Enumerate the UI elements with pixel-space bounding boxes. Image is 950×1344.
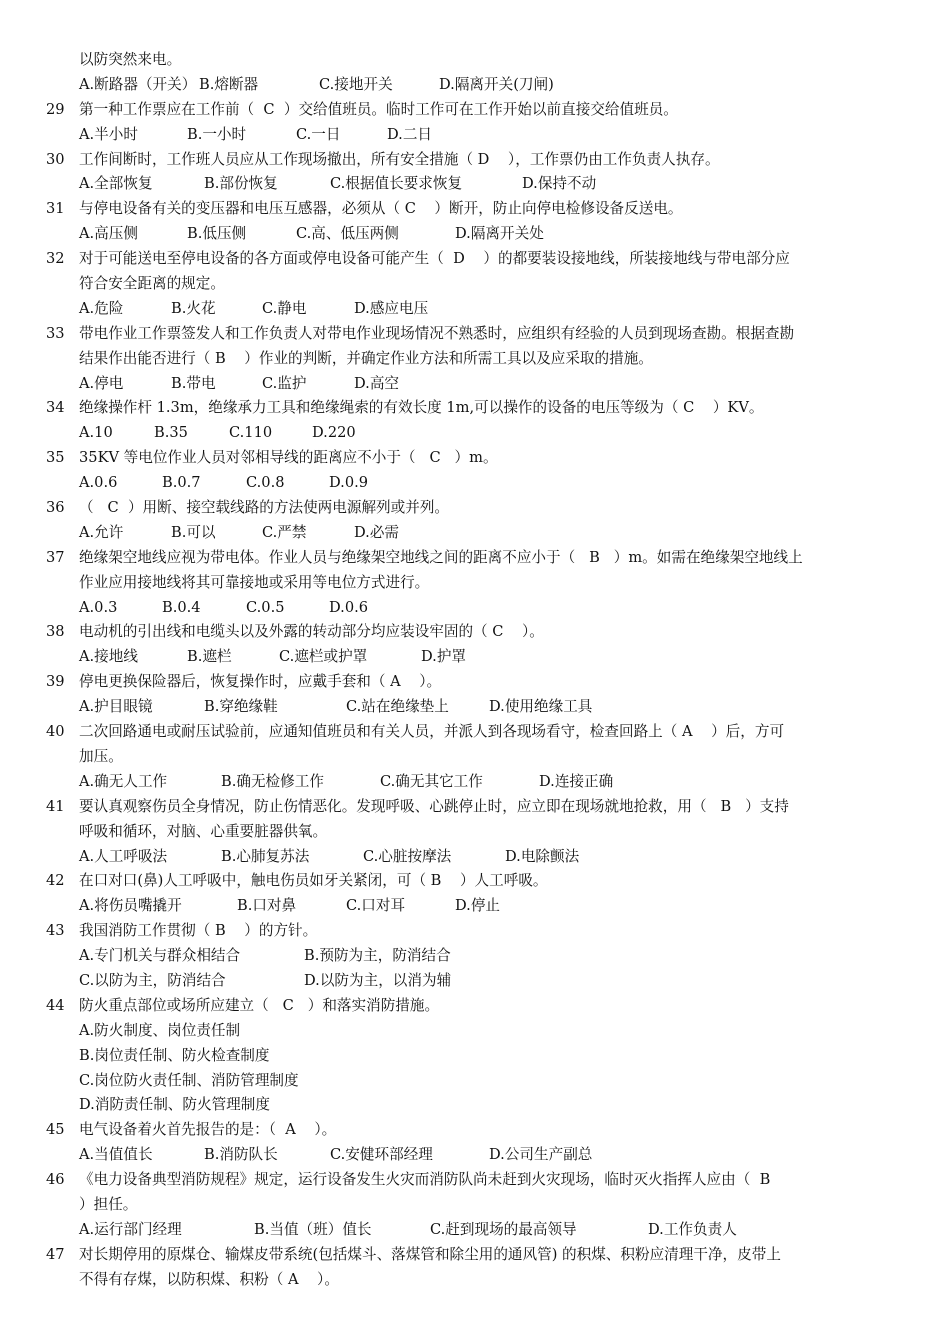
- answer-option: A.运行部门经理: [79, 1220, 182, 1238]
- text-content: 符合安全距离的规定。: [79, 275, 225, 293]
- answer-option: A.确无人工作: [79, 772, 168, 790]
- question-number: 29: [46, 100, 65, 118]
- answer-option: A.当值值长: [79, 1146, 153, 1164]
- question-line: [0, 670, 950, 695]
- text-content: 不得有存煤，以防积煤、积粉（ A ）。: [79, 1270, 339, 1288]
- option-line: [0, 471, 950, 496]
- question-number: 46: [46, 1171, 65, 1189]
- text-content: B.岗位责任制、防火检查制度: [79, 1046, 270, 1064]
- question-text: 二次回路通电或耐压试验前，应通知值班员和有关人员，并派人到各现场看守，检查回路上（ A ）后，方可: [79, 723, 785, 741]
- text-line: [0, 1193, 950, 1218]
- option-line: [0, 894, 950, 919]
- answer-option: D.工作负责人: [648, 1220, 737, 1238]
- answer-option: B.穿绝缘鞋: [204, 698, 278, 716]
- text-content: 以防突然来电。: [79, 51, 182, 68]
- text-line: [0, 1268, 950, 1293]
- answer-option: B.遮栏: [187, 648, 232, 666]
- text-line: [0, 1019, 950, 1044]
- question-number: 34: [46, 399, 65, 417]
- answer-option: A.接地线: [79, 648, 138, 666]
- question-text: 《电力设备典型消防规程》规定，运行设备发生火灾而消防队尚未赶到火灾现场，临时灭火指挥人应由（ B: [79, 1171, 771, 1189]
- text-content: 结果作出能否进行（ B ）作业的判断，并确定作业方法和所需工具以及应采取的措施。: [79, 349, 653, 367]
- answer-option: C.监护: [262, 374, 307, 392]
- question-text: 对长期停用的原煤仓、输煤皮带系统(包括煤斗、落煤管和除尘用的通风管) 的积煤、积粉应清理干净，皮带上: [79, 1245, 781, 1263]
- text-content: D.消防责任制、防火管理制度: [79, 1096, 270, 1114]
- question-text: 绝缘架空地线应视为带电体。作业人员与绝缘架空地线之间的距离不应小于（ B ）m。如需在绝缘架空地线上: [79, 548, 803, 566]
- question-number: 36: [46, 499, 65, 517]
- answer-option: C.严禁: [262, 523, 307, 541]
- question-number: 40: [46, 723, 65, 741]
- text-line: [0, 1069, 950, 1094]
- option-line: [0, 944, 950, 969]
- question-text: 带电作业工作票签发人和工作负责人对带电作业现场情况不熟悉时，应组织有经验的人员到现场查勘。根据查勘: [79, 324, 795, 342]
- answer-option: B.35: [154, 424, 188, 442]
- answer-option: C.0.5: [246, 598, 285, 616]
- answer-option: A.将伤员嘴撬开: [79, 897, 182, 915]
- answer-option: B.火花: [171, 299, 216, 317]
- question-text: 与停电设备有关的变压器和电压互感器，必须从（ C ）断开，防止向停电检修设备反送电。: [79, 200, 683, 218]
- answer-option: A.半小时: [79, 125, 138, 143]
- option-line: [0, 1218, 950, 1243]
- option-line: [0, 596, 950, 621]
- question-line: [0, 919, 950, 944]
- question-line: [0, 795, 950, 820]
- question-text: 防火重点部位或场所应建立（ C ）和落实消防措施。: [79, 996, 440, 1014]
- answer-option: B.0.7: [162, 474, 201, 492]
- answer-option: D.公司生产副总: [489, 1146, 593, 1164]
- question-line: [0, 720, 950, 745]
- option-line: [0, 123, 950, 148]
- answer-option: D.感应电压: [354, 299, 429, 317]
- question-text: 我国消防工作贯彻（ B ）的方针。: [79, 922, 318, 940]
- answer-option: B.消防队长: [204, 1146, 278, 1164]
- question-text: 绝缘操作杆 1.3m，绝缘承力工具和绝缘绳索的有效长度 1m,可以操作的设备的电压等级为（ C ）KV。: [79, 399, 764, 417]
- question-line: [0, 620, 950, 645]
- question-line: [0, 869, 950, 894]
- answer-option: A.断路器（开关）: [79, 75, 197, 93]
- question-text: （ C ）用断、接空载线路的方法使两电源解列或并列。: [79, 499, 450, 517]
- answer-option: C.根据值长要求恢复: [330, 175, 463, 193]
- answer-option: B.带电: [171, 374, 216, 392]
- text-content: 呼吸和循环，对脑、心重要脏器供氧。: [79, 822, 328, 840]
- answer-option: B.熔断器: [199, 75, 259, 93]
- question-list: [0, 48, 950, 1293]
- text-content: 作业应用接地线将其可靠接地或采用等电位方式进行。: [79, 573, 430, 591]
- answer-option: C.110: [229, 424, 273, 442]
- answer-option: C.站在绝缘垫上: [346, 698, 449, 716]
- answer-option: C.心脏按摩法: [363, 847, 452, 865]
- option-line: [0, 222, 950, 247]
- text-line: [0, 745, 950, 770]
- question-line: [0, 1168, 950, 1193]
- question-line: [0, 197, 950, 222]
- option-line: [0, 1143, 950, 1168]
- option-line: [0, 969, 950, 994]
- question-number: 42: [46, 872, 65, 890]
- answer-option: B.部份恢复: [204, 175, 278, 193]
- question-text: 35KV 等电位作业人员对邻相导线的距离应不小于（ C ）m。: [79, 449, 498, 467]
- option-line: [0, 770, 950, 795]
- answer-option: D.高空: [354, 374, 400, 392]
- question-number: 45: [46, 1121, 65, 1139]
- question-line: [0, 1118, 950, 1143]
- question-text: 停电更换保险器后，恢复操作时，应戴手套和（ A ）。: [79, 673, 442, 691]
- question-text: 工作间断时，工作班人员应从工作现场撤出，所有安全措施（ D ），工作票仍由工作负责人执存。: [79, 150, 720, 168]
- question-line: [0, 322, 950, 347]
- answer-option: B.预防为主，防消结合: [304, 947, 451, 965]
- answer-option: D.0.6: [329, 598, 369, 616]
- answer-option: B.0.4: [162, 598, 201, 616]
- question-line: [0, 247, 950, 272]
- text-line: [0, 571, 950, 596]
- question-line: [0, 994, 950, 1019]
- answer-option: C.遮栏或护罩: [279, 648, 368, 666]
- answer-option: B.确无检修工作: [221, 772, 324, 790]
- option-line: [0, 372, 950, 397]
- question-number: 41: [46, 797, 65, 815]
- question-number: 31: [46, 200, 65, 218]
- answer-option: A.危险: [79, 299, 124, 317]
- question-line: [0, 1243, 950, 1268]
- option-line: [0, 645, 950, 670]
- answer-option: D.隔离开关处: [455, 225, 544, 243]
- option-line: [0, 521, 950, 546]
- question-number: 39: [46, 673, 65, 691]
- answer-option: D.0.9: [329, 474, 369, 492]
- option-line: [0, 695, 950, 720]
- answer-option: C.静电: [262, 299, 307, 317]
- answer-option: D.使用绝缘工具: [489, 698, 593, 716]
- answer-option: D.保持不动: [522, 175, 597, 193]
- question-number: 30: [46, 150, 65, 168]
- answer-option: D.隔离开关(刀闸): [439, 75, 554, 93]
- answer-option: C.高、低压两侧: [296, 225, 399, 243]
- text-line: [0, 1044, 950, 1069]
- text-line: [0, 48, 950, 73]
- text-content: 加压。: [79, 747, 123, 765]
- question-number: 47: [46, 1245, 65, 1263]
- answer-option: C.0.8: [246, 474, 285, 492]
- question-line: [0, 396, 950, 421]
- question-text: 第一种工作票应在工作前（ C ）交给值班员。临时工作可在工作开始以前直接交给值班员。: [79, 100, 678, 118]
- answer-option: A.10: [79, 424, 113, 442]
- answer-option: B.口对鼻: [237, 897, 297, 915]
- answer-option: C.口对耳: [346, 897, 406, 915]
- question-text: 电动机的引出线和电缆头以及外露的转动部分均应装设牢固的（ C ）。: [79, 623, 544, 641]
- option-line: [0, 845, 950, 870]
- answer-option: A.全部恢复: [79, 175, 153, 193]
- answer-option: D.电除颤法: [505, 847, 580, 865]
- answer-option: B.低压侧: [187, 225, 247, 243]
- answer-option: A.护目眼镜: [79, 698, 153, 716]
- text-line: [0, 1093, 950, 1118]
- answer-option: B.心肺复苏法: [221, 847, 310, 865]
- answer-option: D.以防为主，以消为辅: [304, 971, 452, 989]
- question-number: 32: [46, 250, 65, 268]
- answer-option: A.0.6: [79, 474, 118, 492]
- text-content: A.防火制度、岗位责任制: [79, 1021, 241, 1039]
- answer-option: A.高压侧: [79, 225, 138, 243]
- answer-option: A.人工呼吸法: [79, 847, 168, 865]
- text-line: [0, 820, 950, 845]
- option-line: [0, 73, 950, 98]
- answer-option: D.护罩: [421, 648, 467, 666]
- option-line: [0, 421, 950, 446]
- answer-option: B.一小时: [187, 125, 247, 143]
- answer-option: C.以防为主，防消结合: [79, 971, 226, 989]
- answer-option: B.当值（班）值长: [254, 1220, 372, 1238]
- question-number: 33: [46, 324, 65, 342]
- question-number: 43: [46, 922, 65, 940]
- answer-option: D.必需: [354, 523, 400, 541]
- text-content: ）担任。: [79, 1195, 138, 1213]
- answer-option: A.允许: [79, 523, 124, 541]
- answer-option: D.二日: [387, 125, 433, 143]
- question-number: 38: [46, 623, 65, 641]
- question-line: [0, 148, 950, 173]
- question-line: [0, 496, 950, 521]
- answer-option: A.专门机关与群众相结合: [79, 947, 241, 965]
- text-content: C.岗位防火责任制、消防管理制度: [79, 1071, 299, 1089]
- question-line: [0, 98, 950, 123]
- text-line: [0, 272, 950, 297]
- question-text: 在口对口(鼻)人工呼吸中，触电伤员如牙关紧闭，可（ B ）人工呼吸。: [79, 872, 548, 890]
- option-line: [0, 172, 950, 197]
- question-line: [0, 446, 950, 471]
- question-text: 对于可能送电至停电设备的各方面或停电设备可能产生（ D ）的都要装设接地线，所装接地线与带电部分应: [79, 250, 790, 268]
- answer-option: A.0.3: [79, 598, 118, 616]
- question-text: 要认真观察伤员全身情况，防止伤情恶化。发现呼吸、心跳停止时，应立即在现场就地抢救，用（ B ）支持: [79, 797, 789, 815]
- question-line: [0, 546, 950, 571]
- question-text: 电气设备着火首先报告的是：（ A ）。: [79, 1121, 337, 1139]
- question-number: 37: [46, 548, 65, 566]
- answer-option: C.安健环部经理: [330, 1146, 433, 1164]
- answer-option: D.停止: [455, 897, 501, 915]
- answer-option: C.确无其它工作: [380, 772, 483, 790]
- answer-option: A.停电: [79, 374, 124, 392]
- answer-option: C.接地开关: [319, 75, 393, 93]
- option-line: [0, 297, 950, 322]
- text-line: [0, 347, 950, 372]
- answer-option: B.可以: [171, 523, 216, 541]
- answer-option: D.220: [312, 424, 356, 442]
- answer-option: C.赶到现场的最高领导: [430, 1220, 577, 1238]
- answer-option: C.一日: [296, 125, 341, 143]
- question-number: 35: [46, 449, 65, 467]
- answer-option: D.连接正确: [539, 772, 614, 790]
- question-number: 44: [46, 996, 65, 1014]
